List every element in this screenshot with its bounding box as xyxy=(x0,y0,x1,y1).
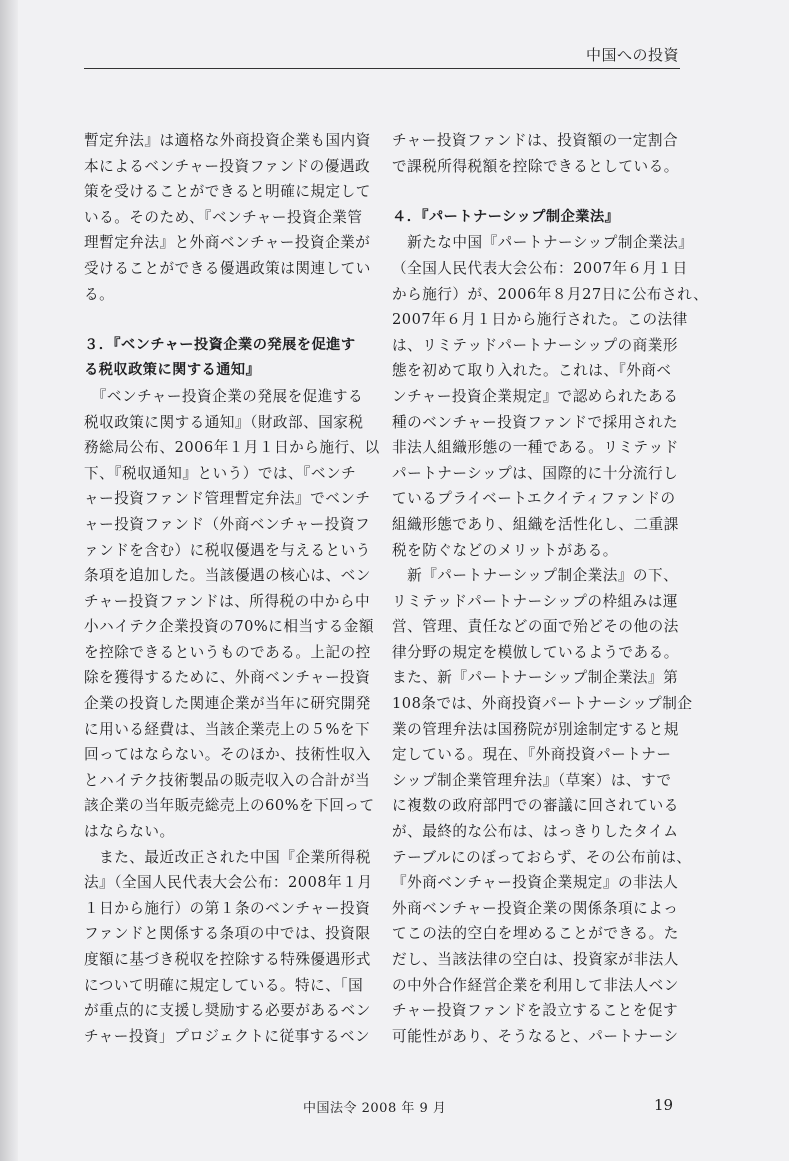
text-line: 2007年６月１日から施行された。この法律 xyxy=(392,311,688,329)
text-line: 度額に基づき税収を控除する特殊優遇形式 xyxy=(84,951,371,968)
text-line: が重点的に支援し奨励する必要があるベン xyxy=(84,1002,371,1020)
text-line: で課税所得税額を控除できるとしている。 xyxy=(392,157,679,175)
text-line: 企業の投資した関連企業が当年に研究開発 xyxy=(84,695,371,713)
text-line: ァンドを含む）に税収優遇を与えるという xyxy=(84,541,371,559)
page-number: 19 xyxy=(654,1096,674,1114)
text-line: 暫定弁法』は適格な外商投資企業も国内資 xyxy=(84,132,371,149)
text-line: とハイテク技術製品の販売収入の合計が当 xyxy=(84,771,371,789)
text-line: だし、当該法律の空白は、投資家が非法人 xyxy=(392,951,679,968)
text-line: 受けることができる優遇政策は関連してい xyxy=(84,259,371,277)
text-line: 種のベンチャー投資ファンドで採用された xyxy=(392,413,679,431)
text-line: ているプライベートエクイティファンドの xyxy=(392,490,676,508)
text-line: を控除できるというものである。上記の控 xyxy=(84,643,371,661)
text-line: の中外合作経営企業を利用して非法人ベン xyxy=(392,976,679,994)
text-line: ンチャー投資企業規定』で認められたある xyxy=(392,387,679,405)
text-line: シップ制企業管理弁法』（草案）は、すで xyxy=(392,771,672,789)
text-line: いる。そのため、『ベンチャー投資企業管 xyxy=(84,208,363,226)
text-line: チャー投資」プロジェクトに従事するベン xyxy=(84,1027,371,1045)
text-line: また、新『パートナーシップ制企業法』第 xyxy=(392,669,679,687)
text-line: ャー投資ファンド管理暫定弁法』でベンチ xyxy=(84,490,371,508)
text-line: 非法人組織形態の一種である。リミテッド xyxy=(392,439,679,457)
page-edge xyxy=(0,0,18,1161)
text-line: （全国人民代表大会公布：2007年６月１日 xyxy=(392,259,688,277)
text-line: に用いる経費は、当該企業売上の５%を下 xyxy=(84,720,371,738)
header-rule xyxy=(84,68,680,69)
text-line: 可能性があり、そうなると、パートナーシ xyxy=(392,1027,679,1045)
text-line: 律分野の規定を模倣しているようである。 xyxy=(392,643,679,661)
text-line: 『ベンチャー投資企業の発展を促進する xyxy=(84,387,364,405)
text-line: パートナーシップは、国際的に十分流行し xyxy=(392,464,679,482)
text-line: 『外商ベンチャー投資企業規定』の非法人 xyxy=(392,874,679,892)
blank-line xyxy=(84,307,366,333)
text-line: 新『パートナーシップ制企業法』の下、 xyxy=(392,567,679,585)
section-3-heading-cont: る税収政策に関する通知』 xyxy=(84,362,261,379)
text-line: 組織形態であり、組織を活性化し、二重課 xyxy=(392,515,679,533)
left-column xyxy=(84,128,380,1049)
right-column xyxy=(392,128,709,1049)
text-line: 新たな中国『パートナーシップ制企業法』 xyxy=(392,234,694,252)
text-line: チャー投資ファンドは、所得税の中から中 xyxy=(84,592,371,610)
section-4-heading: ４．『パートナーシップ制企業法』 xyxy=(392,208,620,225)
text-line: る。 xyxy=(84,285,115,303)
text-line: 回ってはならない。そのほか、技術性収入 xyxy=(84,746,371,764)
text-line: 該企業の当年販売総売上の60%を下回って xyxy=(84,797,375,815)
text-line: 下、『税収通知』という）では、『ベンチ xyxy=(84,464,357,482)
footer-publication: 中国法令 2008 年 9 月 xyxy=(303,1101,447,1116)
text-line: に複数の政府部門での審議に回されている xyxy=(392,797,679,815)
text-line: チャー投資ファンドを設立することを促す xyxy=(392,1002,679,1020)
text-line: また、最近改正された中国『企業所得税 xyxy=(84,848,371,866)
blank-line xyxy=(392,179,674,205)
header-title: 中国への投資 xyxy=(585,46,679,64)
text-line: 除を獲得するために、外商ベンチャー投資 xyxy=(84,669,371,687)
text-line: 税収政策に関する通知』（財政部、国家税 xyxy=(84,413,364,431)
text-line: から施行）が、2006年８月27日に公布され、 xyxy=(392,285,709,303)
text-line: 税を防ぐなどのメリットがある。 xyxy=(392,541,618,559)
text-line: チャー投資ファンドは、投資額の一定割合 xyxy=(392,132,679,149)
text-line: 本によるベンチャー投資ファンドの優遇政 xyxy=(84,157,371,175)
section-3-heading: ３．『ベンチャー投資企業の発展を促進す xyxy=(84,336,356,353)
text-line: 務総局公布、2006年１月１日から施行、以 xyxy=(84,439,380,457)
text-line: 営、管理、責任などの面で殆どその他の法 xyxy=(392,618,679,636)
text-line: は、リミテッドパートナーシップの商業形 xyxy=(392,336,678,354)
text-line: について明確に規定している。特に、「国 xyxy=(84,976,364,994)
text-line: テーブルにのぼっておらず、その公布前は、 xyxy=(392,848,692,866)
text-line: ャー投資ファンド（外商ベンチャー投資フ xyxy=(84,515,371,533)
text-line: １日から施行）の第１条のベンチャー投資 xyxy=(84,899,371,917)
text-line: はならない。 xyxy=(84,823,175,841)
text-line: 外商ベンチャー投資企業の関係条項によっ xyxy=(392,899,679,917)
text-line: てこの法的空白を埋めることができる。た xyxy=(392,925,679,943)
text-line: 業の管理弁法は国務院が別途制定すると規 xyxy=(392,720,679,738)
text-line: 態を初めて取り入れた。これは、『外商ベ xyxy=(392,362,672,380)
text-line: 理暫定弁法』と外商ベンチャー投資企業が xyxy=(84,234,371,252)
text-line: リミテッドパートナーシップの枠組みは運 xyxy=(392,592,678,610)
text-line: 法』（全国人民代表大会公布：2008年１月 xyxy=(84,874,373,892)
text-line: 108条では、外商投資パートナーシップ制企 xyxy=(392,695,693,713)
text-line: 定している。現在、『外商投資パートナー xyxy=(392,746,672,764)
text-line: 条項を追加した。当該優遇の核心は、ベン xyxy=(84,567,371,585)
text-line: が、最終的な公布は、はっきりしたタイム xyxy=(392,823,679,841)
text-line: ファンドと関係する条項の中では、投資限 xyxy=(84,925,371,943)
text-line: 小ハイテク企業投資の70%に相当する金額 xyxy=(84,618,374,636)
text-line: 策を受けることができると明確に規定して xyxy=(84,183,371,201)
